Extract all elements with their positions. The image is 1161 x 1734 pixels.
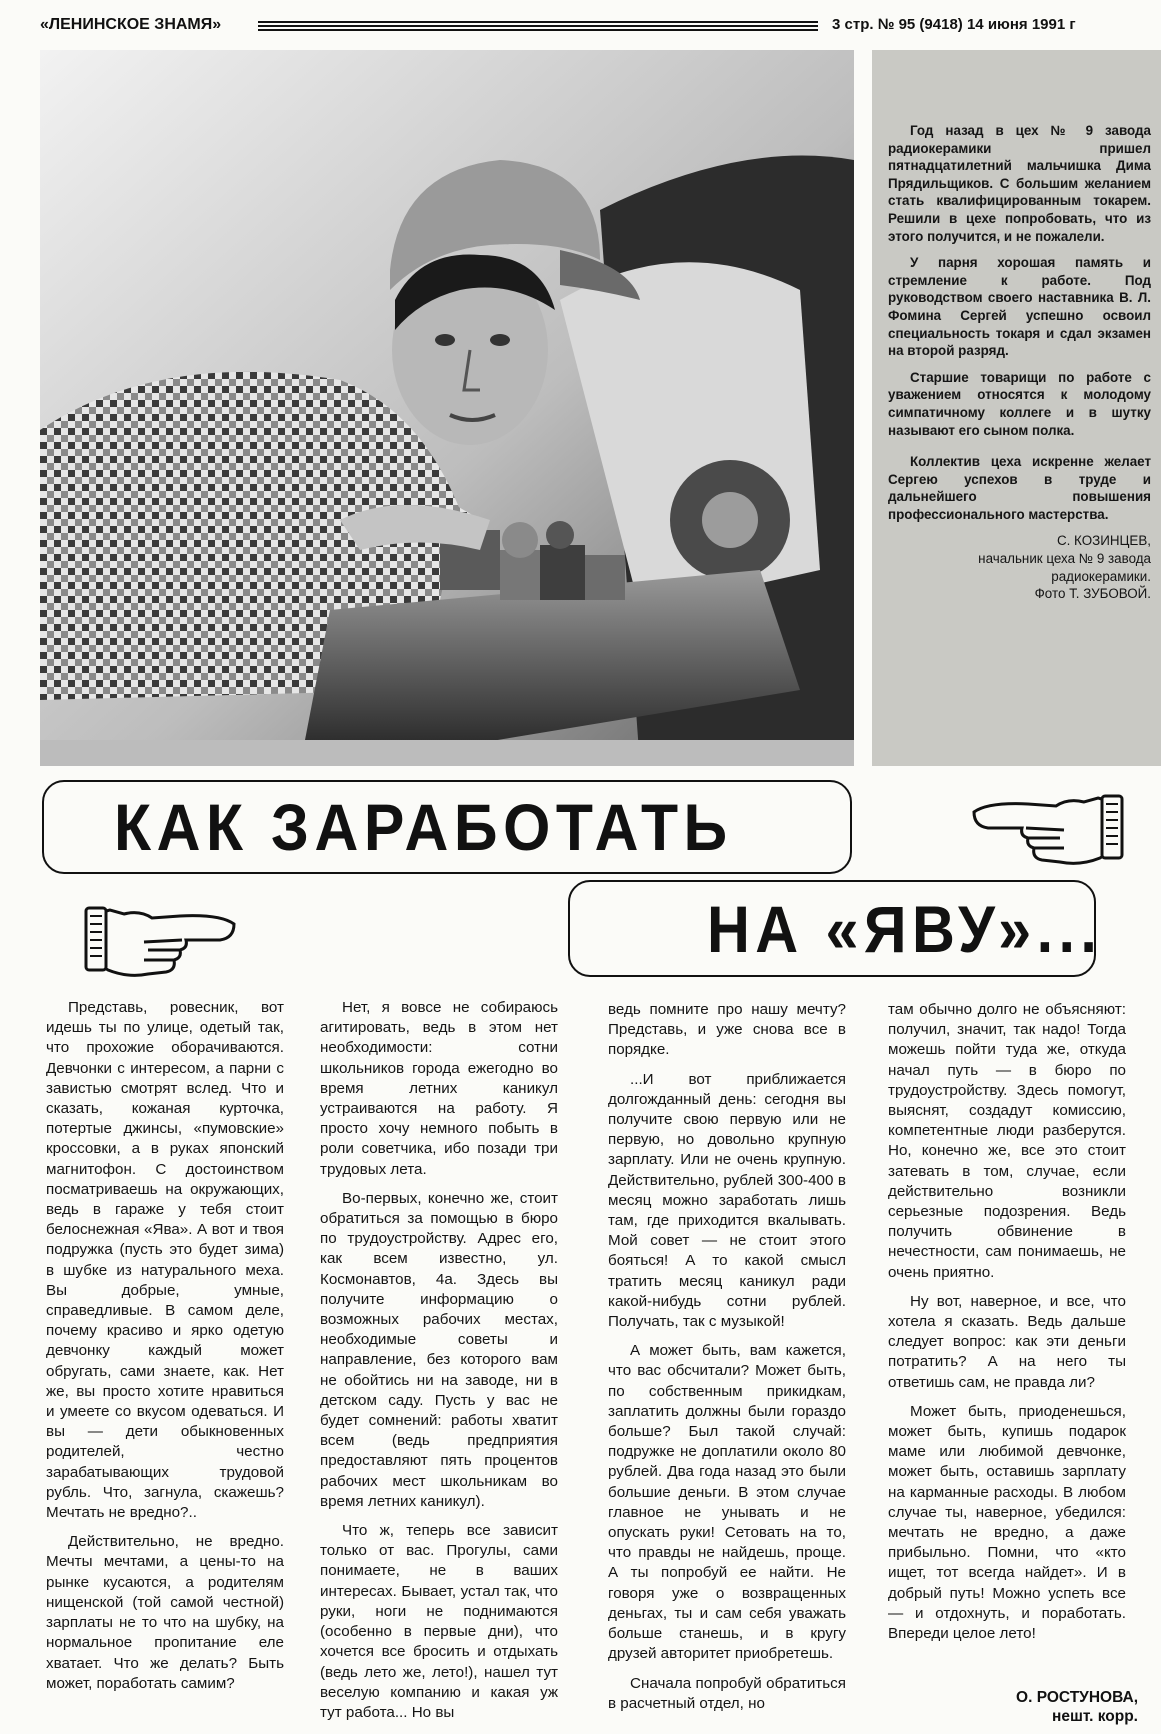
article-paragraph: Что ж, теперь все зависит только от вас. Прогулы, сами понимаете, не в ваших интересах. Бывает, устал так, что руки, ноги не поднимаются (особенно в первые дни), что хочется все бросить и отдыхать (ведь лето же, лето!), нашел тут веселую компанию и какая уж тут работа... Но вы	[320, 1522, 558, 1721]
article-column-4	[888, 1000, 1126, 1653]
article-paragraph: Сначала попробуй обратиться в расчетный отдел, но	[608, 1674, 846, 1712]
photo-credit: Фото Т. ЗУБОВОЙ.	[1034, 586, 1151, 602]
article-paragraph: там обычно долго не объясняют: получил, значит, так надо! Тогда можешь пойти туда же, откуда начал путь — в бюро по трудоустройству. Здесь помогут, выяснят, создадут комиссию, компетентные люди разберутся. Но, конечно же, все это стоит затевать в том, случае, если действительно возникли серьезные подозрения. Ведь получить обвинение в нечестности, сам понимаешь, не очень приятно.	[888, 1001, 1126, 1281]
headline-line-2: НА «ЯВУ»...	[707, 892, 1103, 966]
article-paragraph: ведь помните про нашу мечту? Представь, и уже снова все в порядке.	[608, 1001, 846, 1059]
article-column-3	[608, 1000, 846, 1723]
newspaper-name: «ЛЕНИНСКОЕ ЗНАМЯ»	[40, 16, 222, 33]
masthead	[0, 8, 1161, 46]
photo-caption-sidebar	[872, 50, 1161, 766]
article-paragraph: ...И вот приближается долгожданный день: сегодня вы получите свою первую или не первую, но довольно крупную зарплату. Или не очень крупную. Действительно, рублей 300-400 в месяц можно заработать лишь там, где приходится вкалывать. Мой совет — не стоит этого бояться! А то какой смысл тратить месяц каникул ради какой-нибудь сотни рублей. Получать, так с музыкой!	[608, 1070, 846, 1331]
masthead-rule	[258, 21, 818, 31]
article-paragraph: Может быть, приоденешься, может быть, купишь подарок маме или любимой девчонке, может быть, оставишь зарплату на карманные расходы. В любом случае ты, наверное, убедился: мечтать не вредно, а даже прибыльно. Помни, что «кто ищет, тот всегда найдет». И в добрый путь! Можно успеть все — и отдохнуть, и поработать. Впереди целое лето!	[888, 1402, 1126, 1643]
article-paragraph: Действительно, не вредно. Мечты мечтами, а цены-то на рынке кусаются, а родителям нищенской (той самой честной) зарплаты не то что на шубку, на нормальное пропитание еле хватает. Что же делать? Быть может, поработать самим?	[46, 1533, 284, 1692]
headline-box-1	[42, 780, 852, 874]
article-column-2	[320, 998, 558, 1732]
pointing-hand-left-icon	[968, 788, 1128, 874]
photo-illustration	[40, 50, 854, 766]
sidebar-author-title: начальник цеха № 9 завода радиокерамики.	[978, 551, 1151, 584]
sidebar-paragraph: Старшие товарищи по работе с уважением относятся к молодому симпатичному коллеге и в шутку называют его сыном полка.	[888, 369, 1151, 438]
sidebar-paragraph: Год назад в цех № 9 завода радиокерамики пришел пятнадцатилетний мальчишка Дима Прядильщиков. С большим желанием стать квалифицированным токарем. Решили в цехе попробовать, что из этого получится, и не пожалели.	[888, 123, 1151, 244]
sidebar-paragraph: У парня хорошая память и стремление к работе. Под руководством своего наставника В. Л. Фомина Сергей успешно освоил специальность токаря и сдал экзамен на второй разряд.	[888, 255, 1151, 359]
byline-role: нешт. корр.	[1051, 1708, 1138, 1725]
article-paragraph: Во-первых, конечно же, стоит обратиться за помощью в бюро по трудоустройству. Адрес его, как всем известно, ул. Космонавтов, 4а. Здесь вы получите информацию о возможных рабочих местах, необходимые советы и направление, без которого вам не обойтись ни на заводе, ни в детском саду. Пусть у вас не будет сомнений: работы хватит всем (ведь предприятия предоставляют пять процентов рабочих мест школьникам во время летних каникул).	[320, 1189, 558, 1510]
article-column-1	[46, 998, 284, 1703]
photo-boy-at-lathe	[40, 50, 854, 766]
article-paragraph: Представь, ровесник, вот идешь ты по улице, одетый так, что прохожие оборачиваются. Девчонки с интересом, а парни с завистью смотрят вслед. Что и сказать, кожаная курточка, потертые джинсы, «пумовские» кроссовки, а в руках японский магнитофон. С достоинством посматриваешь на окружающих, ведь в гараже у тебя стоит белоснежная «Ява». А вот и твоя подружка (пусть это будет зима) в шубке из натурального меха. Вы добрые, умные, справедливые. В самом деле, почему красиво и ярко одетую девчонку каждый может обругать, сами знаете, как. Нет же, вы просто хотите нравиться и умеете со вкусом одеваться. И вы — дети обыкновенных родителей, честно зарабатывающих трудовой рубль. Что, загнула, скажешь? Мечтать не вредно?..	[46, 999, 284, 1522]
article-paragraph: Ну вот, наверное, и все, что хотела я сказать. Ведь дальше следует вопрос: как эти деньги потратить? А на него ты ответишь сам, не правда ли?	[888, 1292, 1126, 1391]
pointing-hand-right-icon	[80, 900, 240, 986]
byline-name: О. РОСТУНОВА,	[1016, 1689, 1138, 1706]
sidebar-author: С. КОЗИНЦЕВ,	[1056, 533, 1151, 549]
sidebar-paragraph: Коллектив цеха искренне желает Сергею успехов в труде и дальнейшего повышения профессионального мастерства.	[888, 454, 1151, 522]
headline-box-2	[568, 880, 1103, 977]
article-paragraph: А может быть, вам кажется, что вас обсчитали? Может быть, по собственным прикидкам, заплатить должны были гораздо больше? Был такой случай: подружке не доплатили около 80 рублей. Два года назад это были большие деньги. В этом случае главное не унывать и не опускать руки! Сетовать на то, что правды не найдешь, проще. А ты попробуй ее найти. Не говоря уже о возвращенных деньгах, ты и сам себя уважать больше станешь, и в кругу друзей авторитет приобретешь.	[608, 1342, 846, 1663]
issue-info: 3 стр. № 95 (9418) 14 июня 1991 г	[832, 16, 1076, 33]
headline-line-1: КАК ЗАРАБОТАТЬ	[114, 790, 733, 864]
article-paragraph: Нет, я вовсе не собираюсь агитировать, ведь в этом нет необходимости: сотни школьников города ежегодно во время летних каникул устраиваются на работу. Я просто хочу немного побыть в роли советчика, ибо позади три трудовых лета.	[320, 999, 558, 1178]
article-byline	[898, 1688, 1138, 1726]
